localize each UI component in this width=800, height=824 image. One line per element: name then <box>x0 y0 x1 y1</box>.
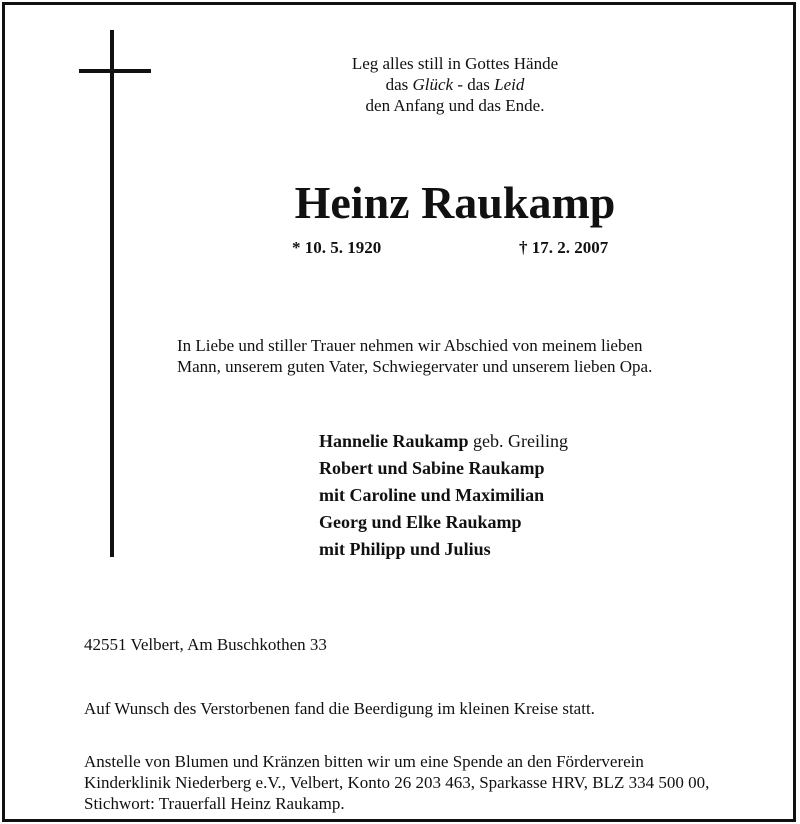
poem-word-glueck: Glück <box>412 75 454 94</box>
poem-line-3: den Anfang und das Ende. <box>365 96 545 115</box>
mourner-maiden-name: geb. Greiling <box>468 431 569 451</box>
obituary-frame <box>2 2 796 822</box>
donation-note <box>84 751 709 814</box>
poem-line-2-start: das <box>385 75 413 94</box>
farewell-line-1: In Liebe und stiller Trauer nehmen wir Abschied von meinem lieben <box>177 336 643 355</box>
family-address: 42551 Velbert, Am Buschkothen 33 <box>84 635 327 654</box>
burial-note: Auf Wunsch des Verstorbenen fand die Beerdigung im kleinen Kreise statt. <box>84 699 595 718</box>
poem <box>255 53 655 116</box>
birth-date: * 10. 5. 1920 <box>292 238 382 257</box>
poem-word-leid: Leid <box>494 75 525 94</box>
farewell-line-2: Mann, unserem guten Vater, Schwiegervater und unserem lieben Opa. <box>177 357 653 376</box>
poem-line-2 <box>255 74 655 95</box>
mourner-line-2: Robert und Sabine Raukamp <box>319 458 545 478</box>
cross-vertical-bar <box>110 30 114 557</box>
poem-line-1: Leg alles still in Gottes Hände <box>351 54 559 73</box>
mourner-line-4: Georg und Elke Raukamp <box>319 512 522 532</box>
mourner-line-3: mit Caroline und Maximilian <box>319 485 545 505</box>
mourners-list <box>319 428 568 563</box>
mourner-line-5: mit Philipp und Julius <box>319 539 491 559</box>
mourner-primary-name: Hannelie Raukamp <box>319 431 469 451</box>
donation-line-3: Stichwort: Trauerfall Heinz Raukamp. <box>84 794 345 813</box>
farewell-text <box>177 335 652 377</box>
death-date: † 17. 2. 2007 <box>519 238 609 257</box>
cross-horizontal-bar <box>79 69 151 73</box>
donation-line-2: Kinderklinik Niederberg e.V., Velbert, Konto 26 203 463, Sparkasse HRV, BLZ 334 500 00, <box>84 773 710 792</box>
poem-line-2-middle: - das <box>453 75 495 94</box>
deceased-name: Heinz Raukamp <box>294 177 616 228</box>
mourner-line-1 <box>319 428 568 455</box>
donation-line-1: Anstelle von Blumen und Kränzen bitten wir um eine Spende an den Förderverein <box>84 752 644 771</box>
